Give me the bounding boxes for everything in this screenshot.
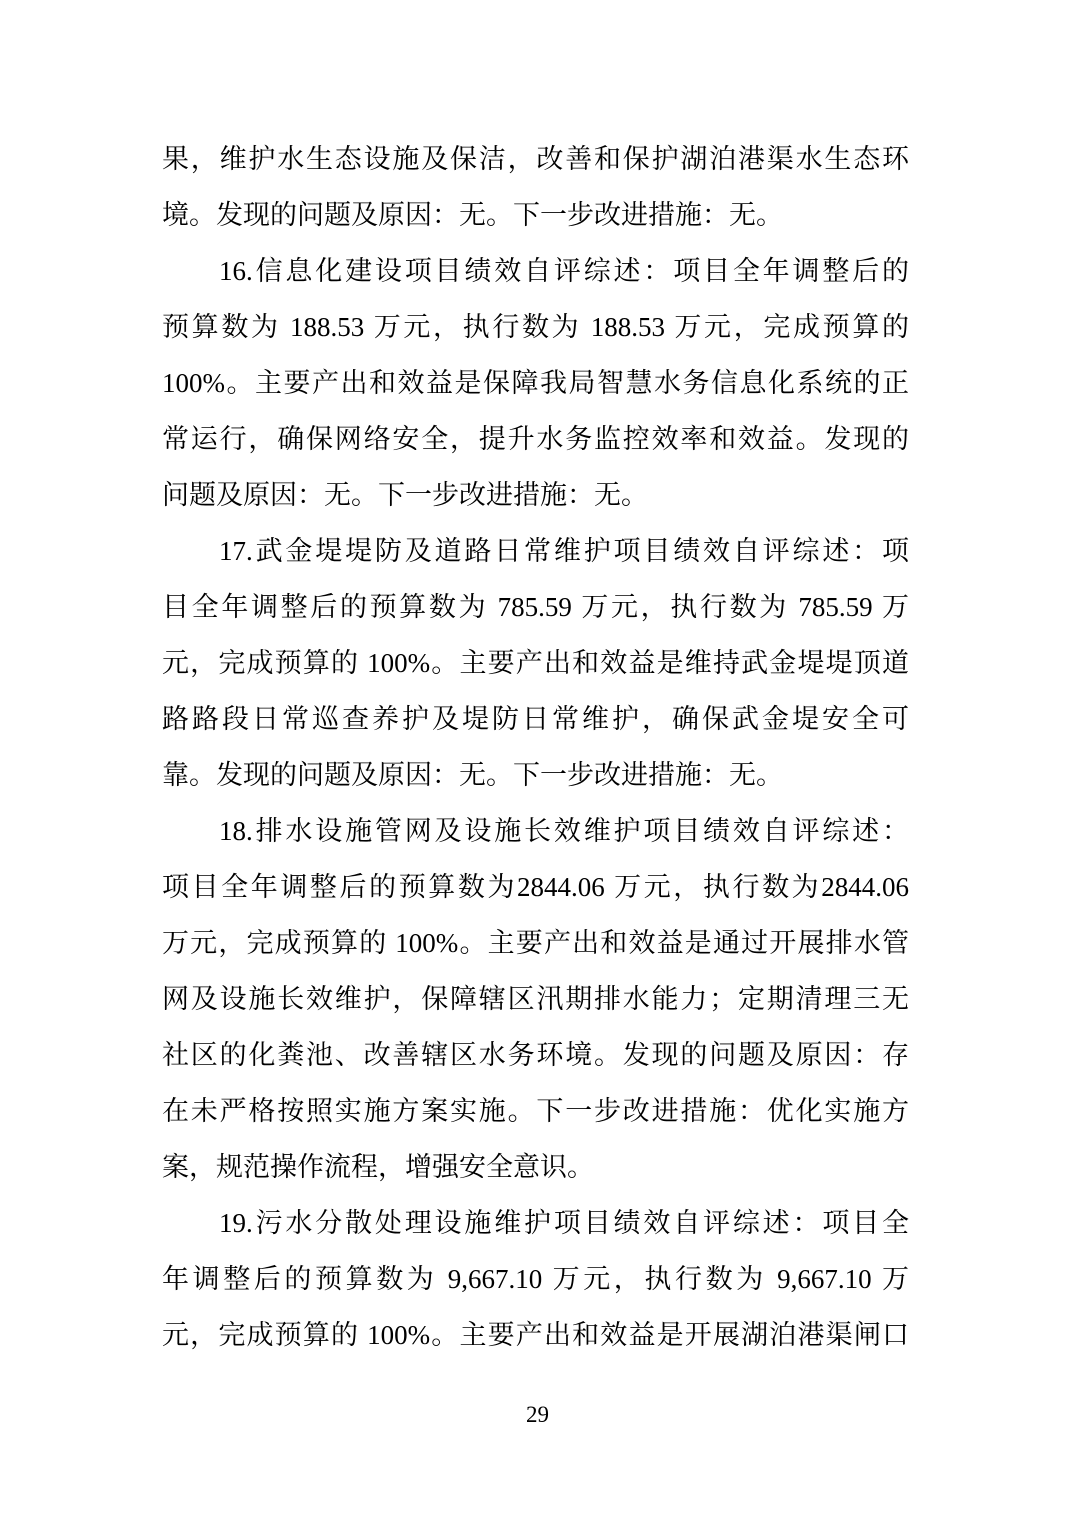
text-line: 案，规范操作流程，增强安全意识。 [162, 1152, 594, 1182]
text-line: 路路段日常巡查养护及堤防日常维护，确保武金堤安全可 [162, 704, 909, 734]
text-line: 100%。主要产出和效益是保障我局智慧水务信息化系统的正 [162, 368, 909, 398]
text-line-paragraph-18-start: 18.排水设施管网及设施长效维护项目绩效自评综述： [219, 816, 909, 846]
text-line: 万元，完成预算的 100%。主要产出和效益是通过开展排水管 [162, 928, 909, 958]
text-line-paragraph-16-start: 16.信息化建设项目绩效自评综述：项目全年调整后的 [219, 256, 909, 286]
text-line: 元，完成预算的 100%。主要产出和效益是开展湖泊港渠闸口 [162, 1320, 909, 1350]
text-line-paragraph-19-start: 19.污水分散处理设施维护项目绩效自评综述：项目全 [219, 1208, 909, 1238]
text-line: 网及设施长效维护，保障辖区汛期排水能力；定期清理三无 [162, 984, 909, 1014]
text-line: 境。发现的问题及原因：无。下一步改进措施：无。 [162, 200, 783, 230]
text-line: 常运行，确保网络安全，提升水务监控效率和效益。发现的 [162, 424, 909, 454]
text-line: 项目全年调整后的预算数为2844.06 万元，执行数为2844.06 [162, 872, 909, 902]
text-line: 预算数为 188.53 万元，执行数为 188.53 万元，完成预算的 [162, 312, 909, 342]
text-line: 年调整后的预算数为 9,667.10 万元，执行数为 9,667.10 万 [162, 1264, 909, 1294]
text-line: 靠。发现的问题及原因：无。下一步改进措施：无。 [162, 760, 783, 790]
text-line: 社区的化粪池、改善辖区水务环境。发现的问题及原因：存 [162, 1040, 909, 1070]
text-line-paragraph-17-start: 17.武金堤堤防及道路日常维护项目绩效自评综述：项 [219, 536, 909, 566]
page-number: 29 [526, 1402, 549, 1427]
text-line: 果，维护水生态设施及保洁，改善和保护湖泊港渠水生态环 [162, 144, 909, 174]
body-text [162, 131, 909, 1363]
text-line: 在未严格按照实施方案实施。下一步改进措施：优化实施方 [162, 1096, 909, 1126]
text-line: 问题及原因：无。下一步改进措施：无。 [162, 480, 648, 510]
text-line: 元，完成预算的 100%。主要产出和效益是维持武金堤堤顶道 [162, 648, 909, 678]
text-line: 目全年调整后的预算数为 785.59 万元，执行数为 785.59 万 [162, 592, 909, 622]
